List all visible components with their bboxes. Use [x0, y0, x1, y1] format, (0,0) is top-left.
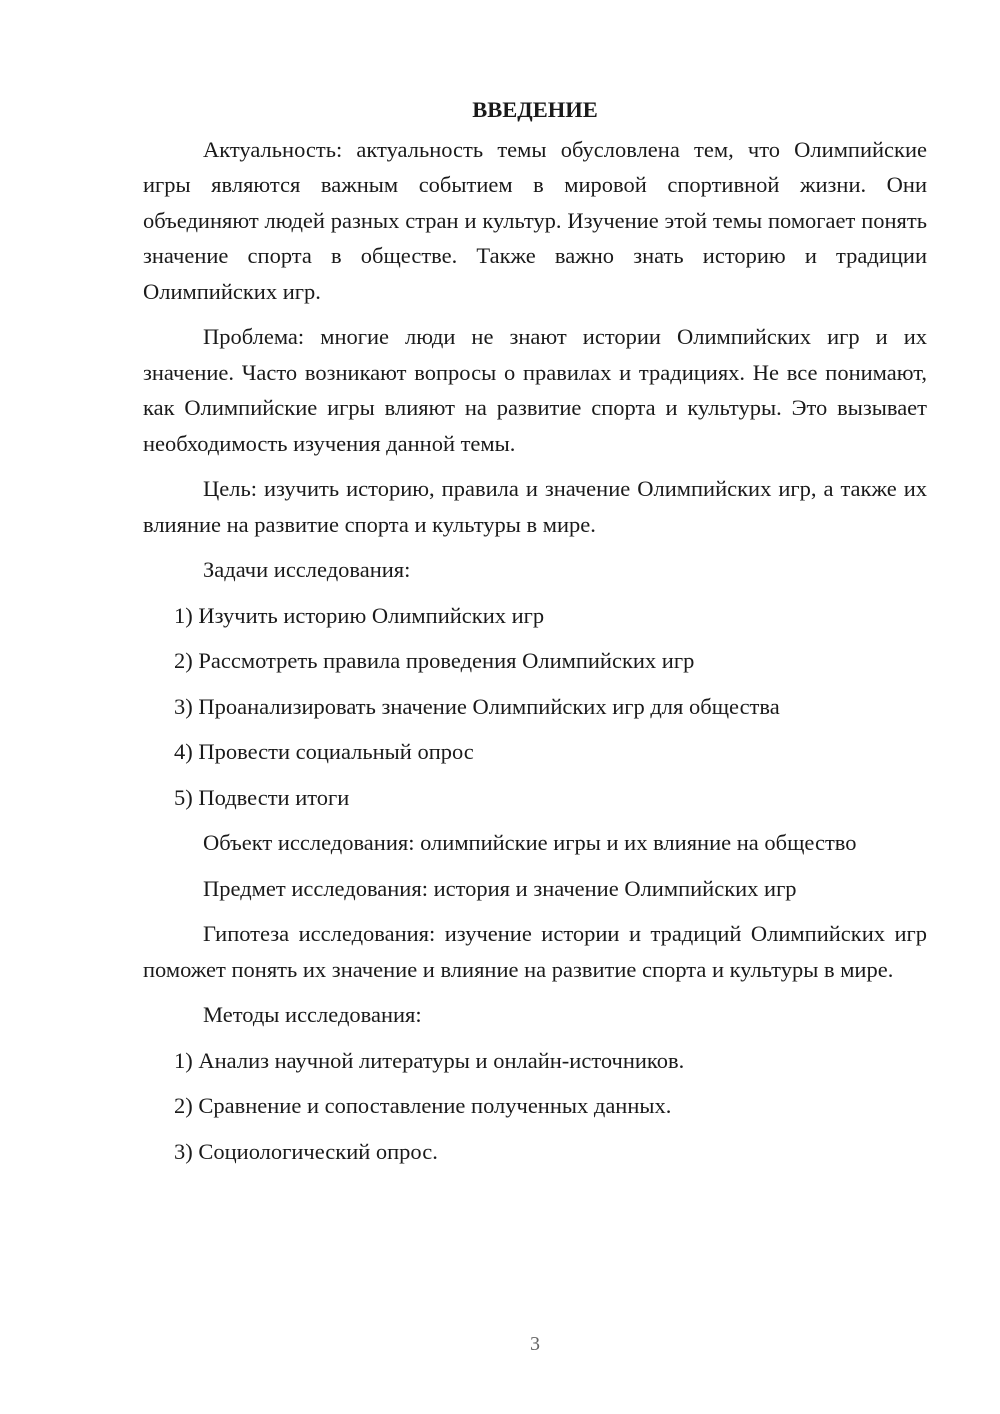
list-item: 3) Проанализировать значение Олимпийских игр для общества — [174, 693, 780, 719]
relevance-paragraph: Актуальность: актуальность темы обусловлена тем, что Олимпийские игры являются важным событием в мировой спортивной жизни. Они объединяют людей разных стран и культур. Изучение этой темы помогает понять значение спорта в обществе. Также важно знать историю и традиции Олимпийских игр. — [143, 136, 927, 304]
goal-paragraph: Цель: изучить историю, правила и значение Олимпийских игр, а также их влияние на развитие спорта и культуры в мире. — [143, 476, 927, 537]
tasks-list — [143, 598, 927, 816]
list-item: 4) Провести социальный опрос — [174, 739, 474, 764]
object-line: Объект исследования: олимпийские игры и их влияние на общество — [203, 830, 857, 855]
list-item: 1) Анализ научной литературы и онлайн-источников. — [174, 1047, 685, 1073]
list-item: 2) Сравнение и сопоставление полученных данных. — [174, 1093, 672, 1118]
page-number: 3 — [530, 1333, 540, 1355]
methods-heading: Методы исследования: — [203, 1002, 422, 1027]
tasks-heading: Задачи исследования: — [203, 557, 411, 582]
methods-list — [143, 1043, 927, 1170]
section-title: ВВЕДЕНИЕ — [472, 97, 598, 122]
problem-paragraph: Проблема: многие люди не знают истории Олимпийских игр и их значение. Часто возникают вопросы о правилах и традициях. Не все понимают, как Олимпийские игры влияют на развитие спорта и культуры. Это вызывает необходимость изучения данной темы. — [143, 324, 927, 456]
list-item: 3) Социологический опрос. — [174, 1138, 438, 1164]
list-item: 5) Подвести итоги — [174, 784, 350, 810]
list-item: 1) Изучить историю Олимпийских игр — [174, 602, 545, 628]
list-item: 2) Рассмотреть правила проведения Олимпийских игр — [174, 648, 695, 673]
page-content — [143, 92, 927, 1179]
hypothesis-paragraph: Гипотеза исследования: изучение истории и традиций Олимпийских игр поможет понять их значение и влияние на развитие спорта и культуры в мире. — [143, 921, 927, 982]
subject-line: Предмет исследования: история и значение Олимпийских игр — [203, 875, 797, 901]
